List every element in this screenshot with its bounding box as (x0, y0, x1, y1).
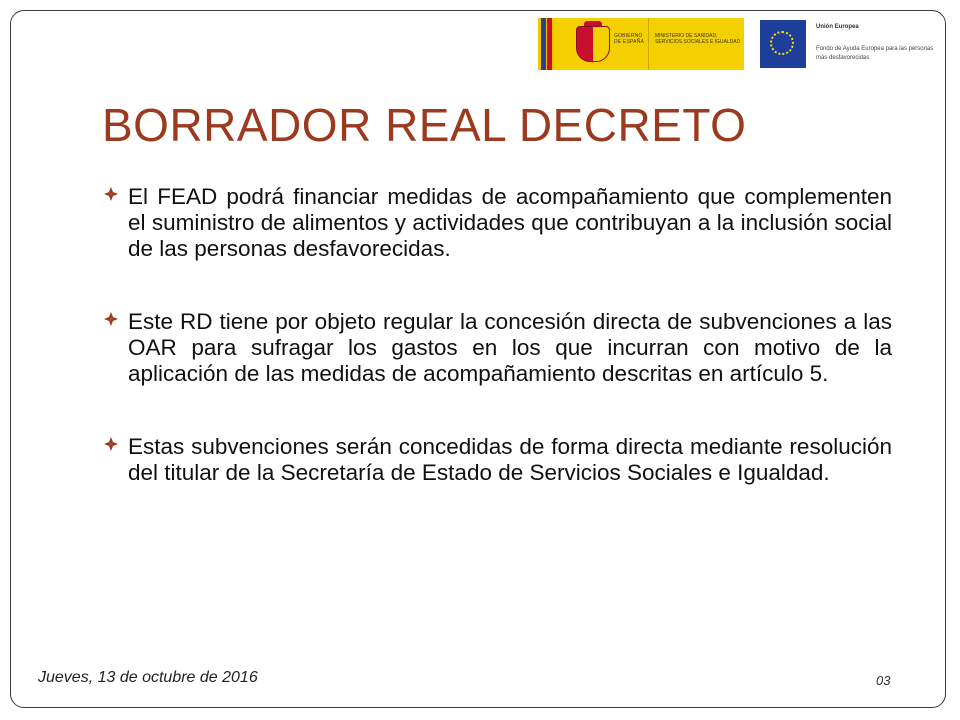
eu-flag-icon (760, 20, 806, 68)
diamond-bullet-icon (104, 437, 118, 451)
bullet-item (104, 184, 892, 262)
ministry-logo (648, 18, 744, 70)
bullet-item (104, 434, 892, 486)
bullet-text: Estas subvenciones serán concedidas de forma directa mediante resolución del titular de la Secretaría de Estado de Servicios Sociales e Igualdad. (128, 434, 892, 485)
footer-date: Jueves, 13 de octubre de 2016 (38, 669, 258, 686)
flag-stripe-blue (541, 18, 546, 70)
government-logo (554, 18, 648, 70)
slide-title: BORRADOR REAL DECRETO (102, 99, 747, 151)
diamond-bullet-icon (104, 187, 118, 201)
eu-stars-icon (770, 31, 794, 55)
bullet-text: Este RD tiene por objeto regular la concesión directa de subvenciones a las OAR para sufragar los gastos en los que incurran con motivo de la aplicación de las medidas de acompañamiento descritas en artículo 5. (128, 309, 892, 386)
bullet-text: El FEAD podrá financiar medidas de acompañamiento que complementen el suministro de alimentos y actividades que contribuyan a la inclusión social de las personas desfavorecidas. (128, 184, 892, 261)
flag-stripe-red (547, 18, 552, 70)
eu-logo-title: Unión Europea (816, 24, 859, 30)
diamond-bullet-icon (104, 312, 118, 326)
bullet-list (104, 184, 892, 533)
ministry-logo-text: MINISTERIO DE SANIDAD, SERVICIOS SOCIALES E IGUALDAD (655, 33, 741, 45)
eu-logo-subtitle: Fondo de Ayuda Europea para las personas más desfavorecidas (816, 46, 934, 61)
government-logo-text: GOBIERNO DE ESPAÑA (614, 33, 645, 45)
bullet-item (104, 309, 892, 387)
logo-banner (538, 18, 938, 70)
coat-of-arms-icon (576, 26, 610, 62)
page-number: 03 (876, 673, 891, 688)
